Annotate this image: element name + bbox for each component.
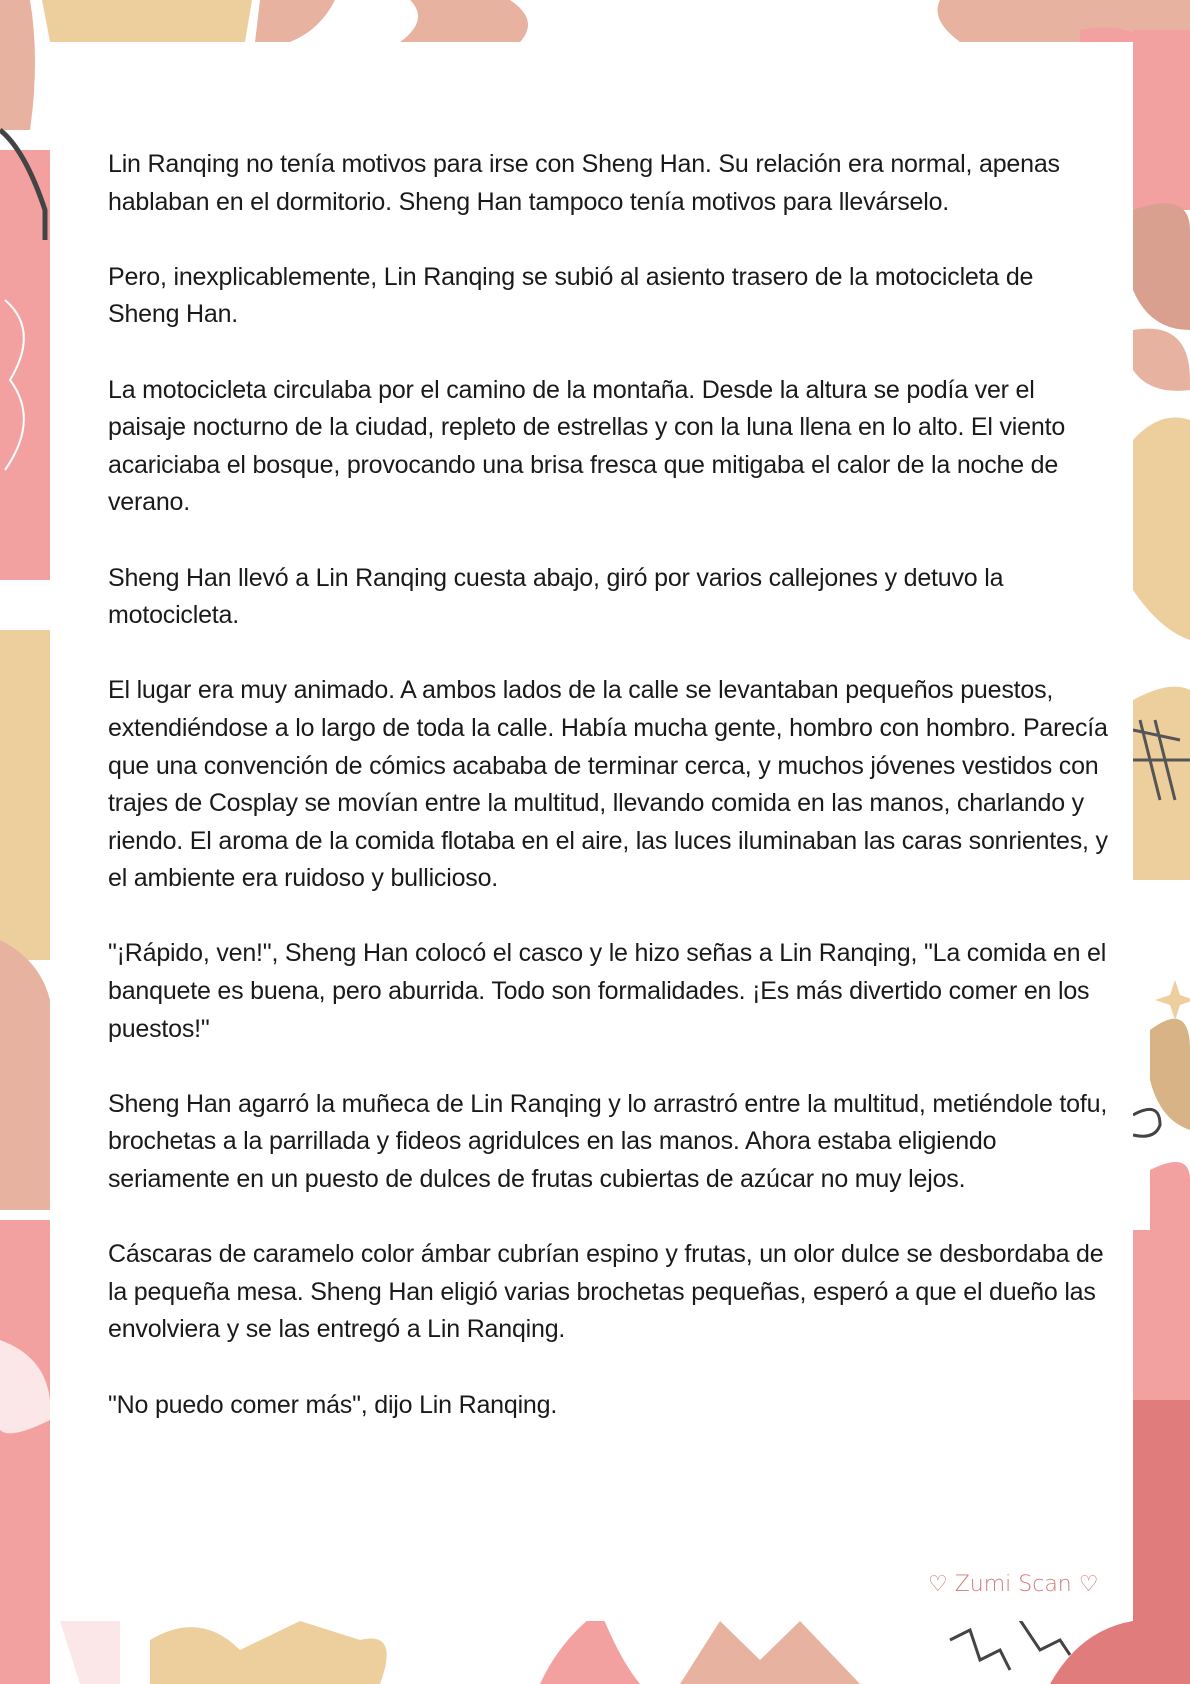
paragraph: La motocicleta circulaba por el camino de la montaña. Desde la altura se podía ver el paisaje nocturno de la ciudad, repleto de estrellas y con la luna llena en lo alto. El viento acariciaba el bosque, provocando una brisa fresca que mitigaba el calor de la noche de verano. <box>108 375 1066 517</box>
paragraph: Lin Ranqing no tenía motivos para irse con Sheng Han. Su relación era normal, apenas hablaban en el dormitorio. Sheng Han tampoco tenía motivos para llevárselo. <box>108 150 1060 216</box>
paragraph: "No puedo comer más", dijo Lin Ranqing. <box>108 1390 558 1419</box>
watermark: ♡ Zumi Scan ♡ <box>928 1572 1099 1597</box>
page-card <box>50 42 1133 1621</box>
document-body <box>108 146 1108 1462</box>
paragraph: Sheng Han agarró la muñeca de Lin Ranqing y lo arrastró entre la multitud, metiéndole tofu, brochetas a la parrillada y fideos agridulces en las manos. Ahora estaba eligiendo seriamente en un puesto de dulces de frutas cubiertas de azúcar no muy lejos. <box>108 1089 1108 1194</box>
paragraph: Pero, inexplicablemente, Lin Ranqing se subió al asiento trasero de la motocicleta de Sheng Han. <box>108 262 1034 329</box>
paragraph: Sheng Han llevó a Lin Ranqing cuesta abajo, giró por varios callejones y detuvo la motocicleta. <box>108 563 1004 630</box>
paragraph: Cáscaras de caramelo color ámbar cubrían espino y frutas, un olor dulce se desbordaba de la pequeña mesa. Sheng Han eligió varias brochetas pequeñas, esperó a que el dueño las envolviera y se las entregó a Lin Ranqing. <box>108 1240 1104 1344</box>
paragraph: "¡Rápido, ven!", Sheng Han colocó el casco y le hizo señas a Lin Ranqing, "La comida en el banquete es buena, pero aburrida. Todo son formalidades. ¡Es más divertido comer en los puestos!" <box>108 939 1107 1043</box>
paragraph: El lugar era muy animado. A ambos lados de la calle se levantaban pequeños puestos, extendiéndose a lo largo de toda la calle. Había mucha gente, hombro con hombro. Parecía que una convención de cómics acababa de terminar cerca, y muchos jóvenes vestidos con trajes de Cosplay se movían entre la multitud, llevando comida en las manos, charlando y riendo. El aroma de la comida flotaba en el aire, las luces iluminaban las caras sonrientes, y el ambiente era ruidoso y bullicioso. <box>108 676 1108 893</box>
